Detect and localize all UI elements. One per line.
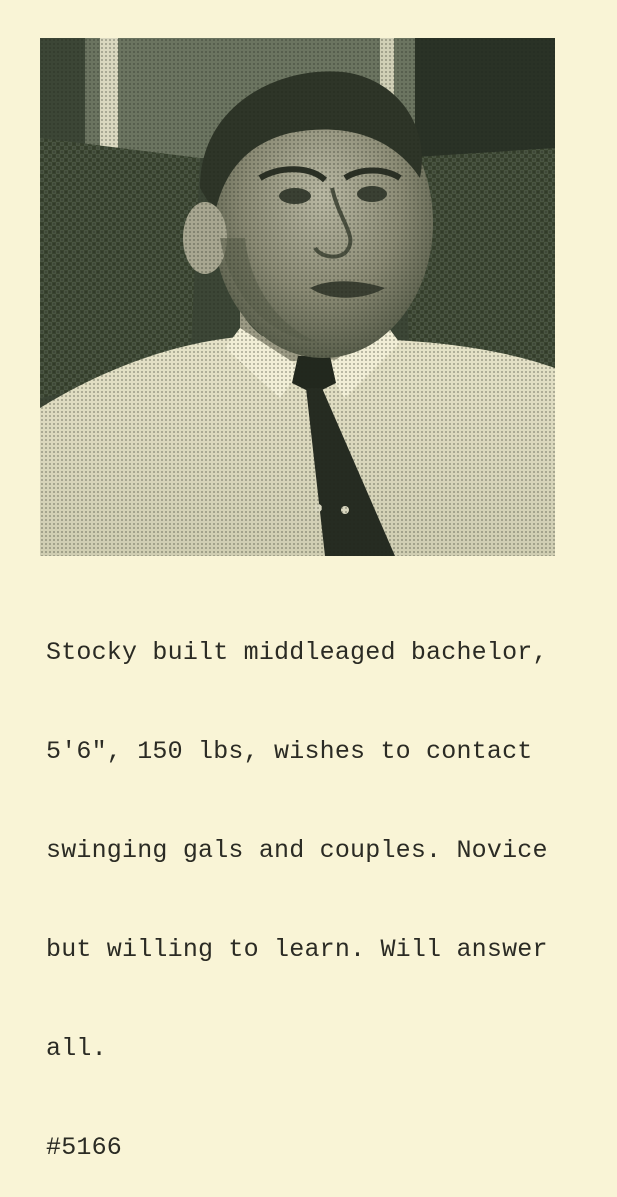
caption-line-5: all. (46, 1034, 107, 1063)
caption-line-1: Stocky built middleaged bachelor, (46, 638, 548, 667)
personal-ad-caption (46, 570, 606, 1197)
caption-line-2: 5'6", 150 lbs, wishes to contact (46, 737, 533, 766)
caption-line-3: swinging gals and couples. Novice (46, 836, 548, 865)
caption-line-4: but willing to learn. Will answer (46, 935, 548, 964)
portrait-illustration (40, 38, 555, 556)
portrait-photo (40, 38, 555, 556)
ad-number: #5166 (46, 1133, 123, 1162)
